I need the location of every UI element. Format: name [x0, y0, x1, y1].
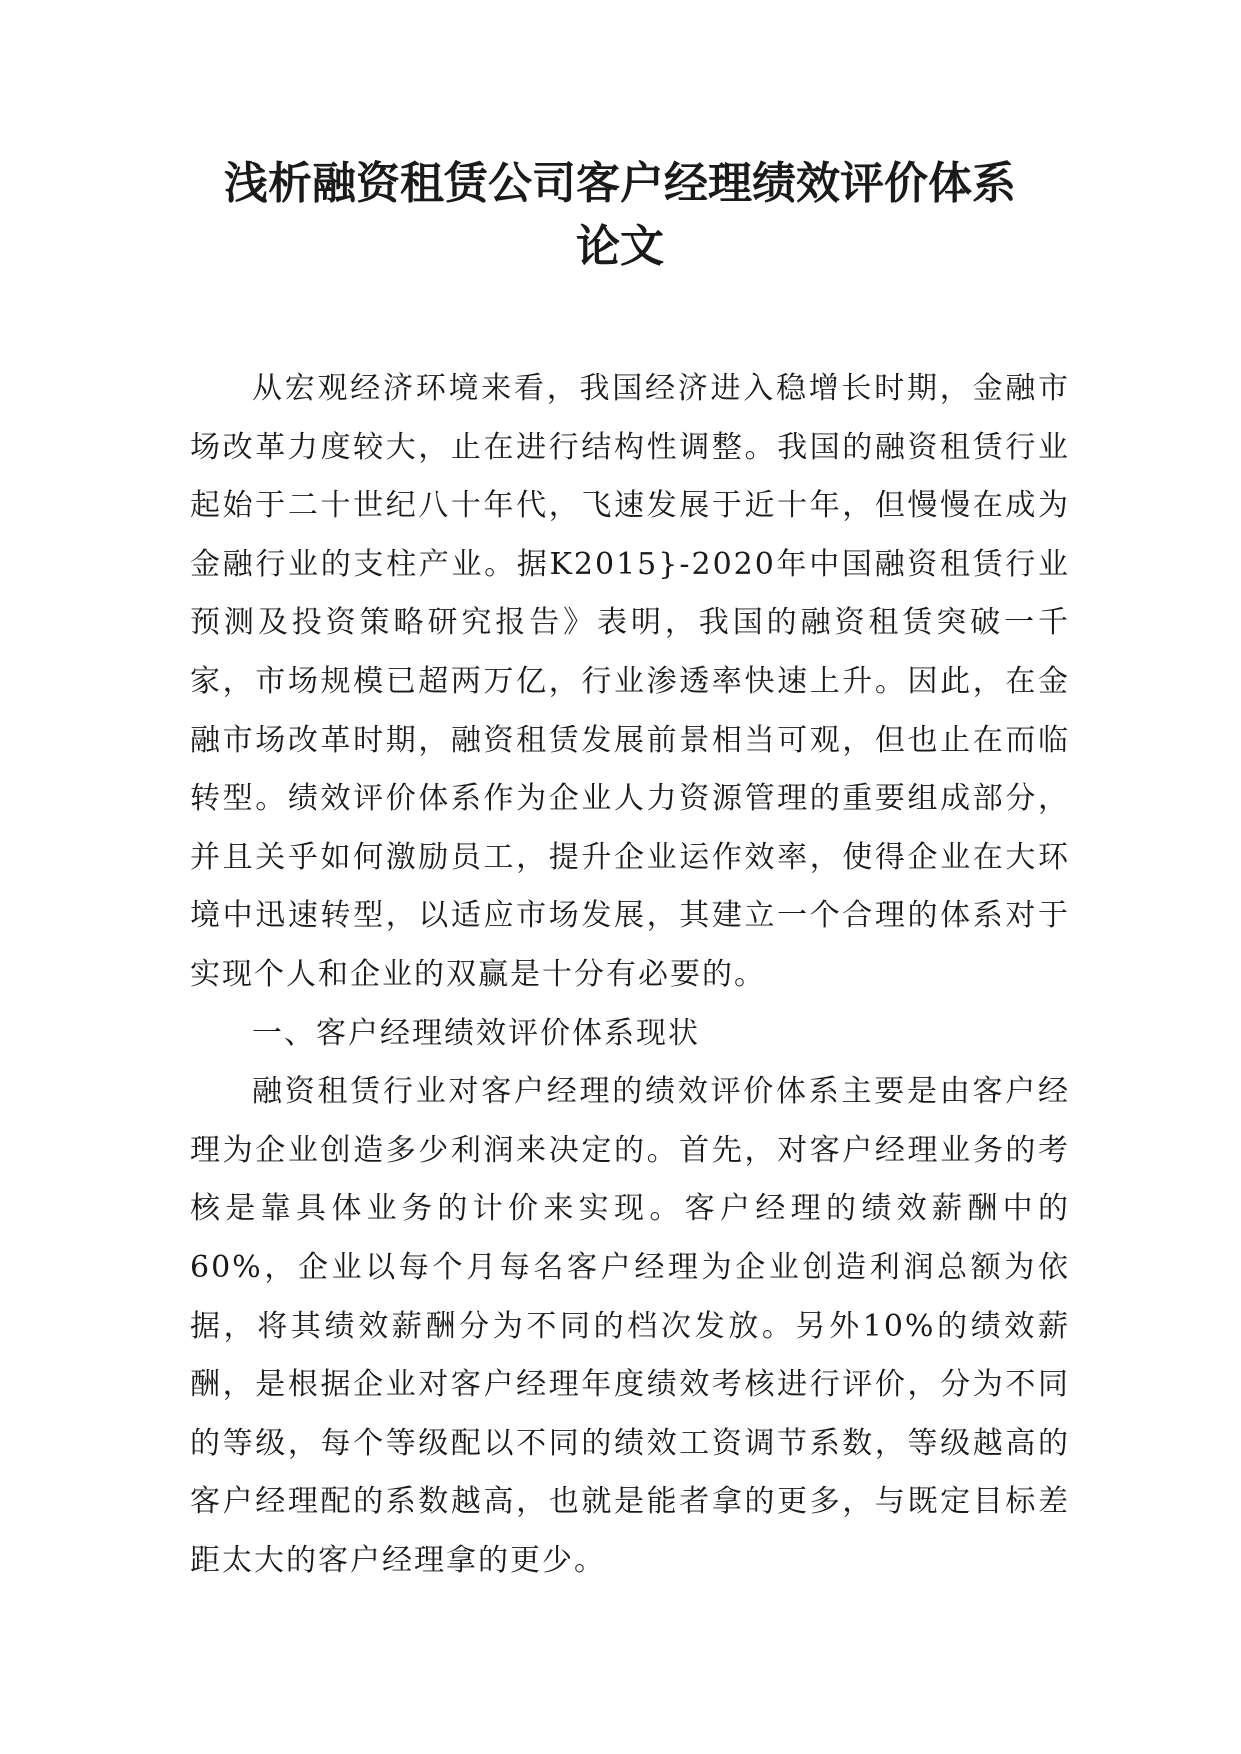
title-line-2: 论文 [576, 221, 664, 272]
paragraph-status: 融资租赁行业对客户经理的绩效评价体系主要是由客户经理为企业创造多少利润来决定的。首先，对客户经理业务的考核是靠具体业务的计价来实现。客户经理的绩效薪酬中的60%，企业以每个月每名客户经理为企业创造利润总额为依据，将其绩效薪酬分为不同的档次发放。另外10%的绩效薪酬，是根据企业对客户经理年度绩效考核进行评价，分为不同的等级，每个等级配以不同的绩效工资调节系数，等级越高的客户经理配的系数越高，也就是能者拿的更多，与既定目标差距太大的客户经理拿的更少。 [190, 1074, 1070, 1578]
document-body [190, 360, 1070, 1590]
section-heading: 一、客户经理绩效评价体系现状 [252, 1015, 700, 1051]
paragraph-intro: 从宏观经济环境来看，我国经济进入稳增长时期，金融市场改革力度较大，止在进行结构性调整。我国的融资租赁行业起始于二十世纪八十年代，飞速发展于近十年，但慢慢在成为金融行业的支柱产业。据K2015}-2020年中国融资租赁行业预测及投资策略研究报告》表明，我国的融资租赁突破一千家，市场规模已超两万亿，行业渗透率快速上升。因此，在金融市场改革时期，融资租赁发展前景相当可观，但也止在而临转型。绩效评价体系作为企业人力资源管理的重要组成部分，并且关乎如何激励员工，提升企业运作效率，使得企业在大环境中迅速转型，以适应市场发展，其建立一个合理的体系对于实现个人和企业的双赢是十分有必要的。 [190, 371, 1070, 992]
document-title [150, 152, 1090, 278]
title-line-1: 浅析融资租赁公司客户经理绩效评价体系 [224, 158, 1016, 209]
